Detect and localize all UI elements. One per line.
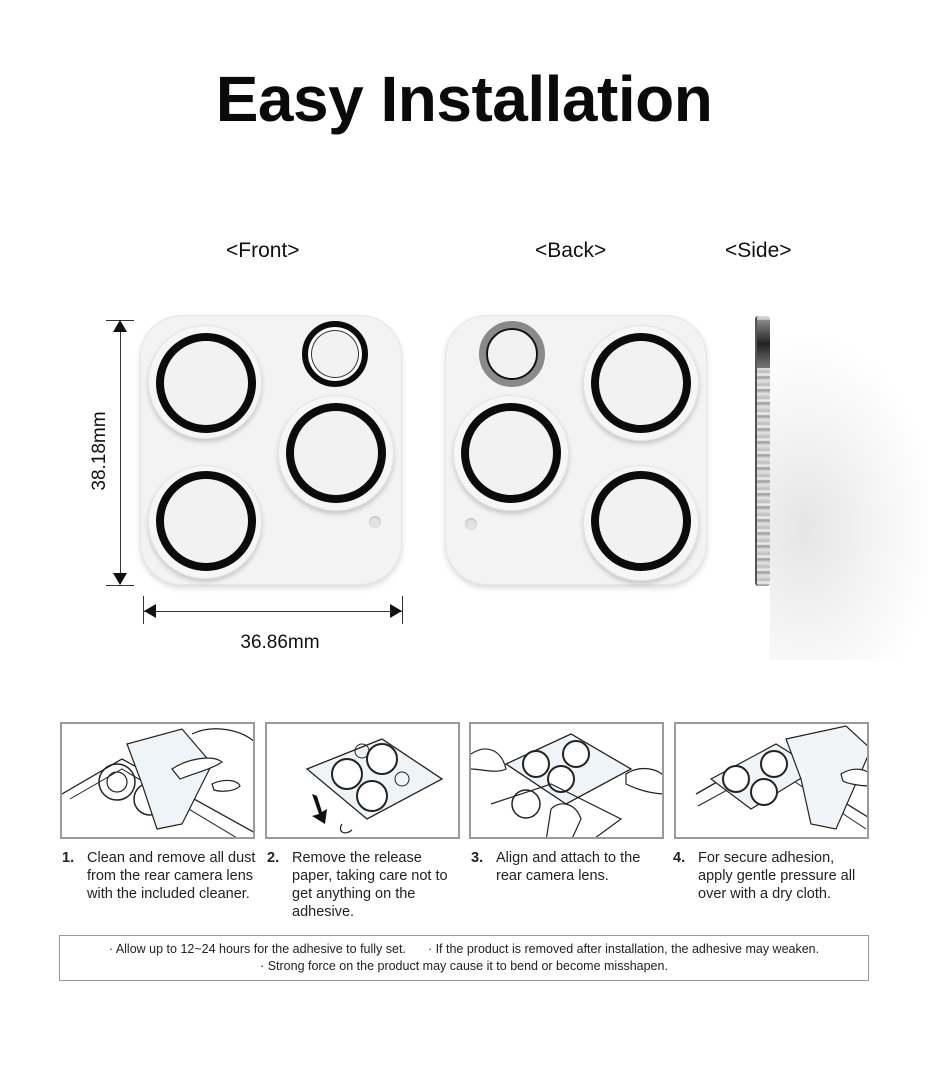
hand-wiping-camera-icon: [62, 724, 255, 839]
lens-ring-icon: [461, 403, 561, 503]
lens-ring-icon: [156, 471, 256, 571]
arrow-down-icon: [113, 573, 127, 585]
step-description: For secure adhesion, apply gentle pressure all over with a dry cloth.: [698, 850, 856, 902]
step-3: [471, 849, 666, 885]
small-lens-ring-icon: [302, 321, 368, 387]
arrow-up-icon: [113, 320, 127, 332]
front-protector-image: [140, 315, 402, 585]
peel-release-paper-icon: [267, 724, 460, 839]
side-lens-edge: [757, 320, 770, 368]
side-view-label: <Side>: [725, 239, 792, 262]
dimension-tick: [106, 585, 134, 586]
dimension-line: [120, 322, 121, 584]
step-2-illustration: [265, 722, 460, 839]
note-item: · Allow up to 12~24 hours for the adhesive to fully set.: [108, 942, 406, 956]
lens-ring-icon: [591, 333, 691, 433]
note-item: · If the product is removed after installation, the adhesive may weaken.: [427, 942, 820, 956]
dimension-tick: [402, 596, 403, 624]
page-title: Easy Installation: [215, 63, 713, 135]
step-description: Align and attach to the rear camera lens.: [496, 850, 641, 884]
step-2: [267, 849, 462, 921]
step-1: [62, 849, 257, 903]
step-description: Clean and remove all dust from the rear camera lens with the included cleaner.: [87, 850, 256, 902]
lens-ring-icon: [591, 471, 691, 571]
step-number: 1.: [62, 850, 75, 866]
note-item: · Strong force on the product may cause it to bend or become misshapen.: [260, 959, 668, 973]
back-view-label: <Back>: [535, 239, 607, 262]
press-with-cloth-icon: [676, 724, 869, 839]
notes-box: [59, 935, 869, 981]
lens-ring-icon: [156, 333, 256, 433]
step-3-illustration: [469, 722, 664, 839]
flash-hole-icon: [465, 518, 477, 530]
step-number: 4.: [673, 850, 686, 866]
step-4-illustration: [674, 722, 869, 839]
arrow-left-icon: [144, 604, 156, 618]
width-value: 36.86mm: [240, 632, 320, 653]
back-protector-image: [445, 315, 707, 585]
small-lens-ring-icon: [479, 321, 545, 387]
flash-hole-icon: [369, 516, 381, 528]
lens-ring-icon: [286, 403, 386, 503]
front-view-label: <Front>: [226, 239, 300, 262]
align-attach-icon: [471, 724, 664, 839]
step-1-illustration: [60, 722, 255, 839]
step-4: [673, 849, 868, 903]
arrow-right-icon: [390, 604, 402, 618]
side-shadow: [770, 330, 928, 660]
dimension-line: [144, 611, 402, 612]
height-value: 38.18mm: [89, 411, 110, 491]
step-description: Remove the release paper, taking care not to get anything on the adhesive.: [292, 850, 448, 920]
step-number: 3.: [471, 850, 484, 866]
step-number: 2.: [267, 850, 280, 866]
